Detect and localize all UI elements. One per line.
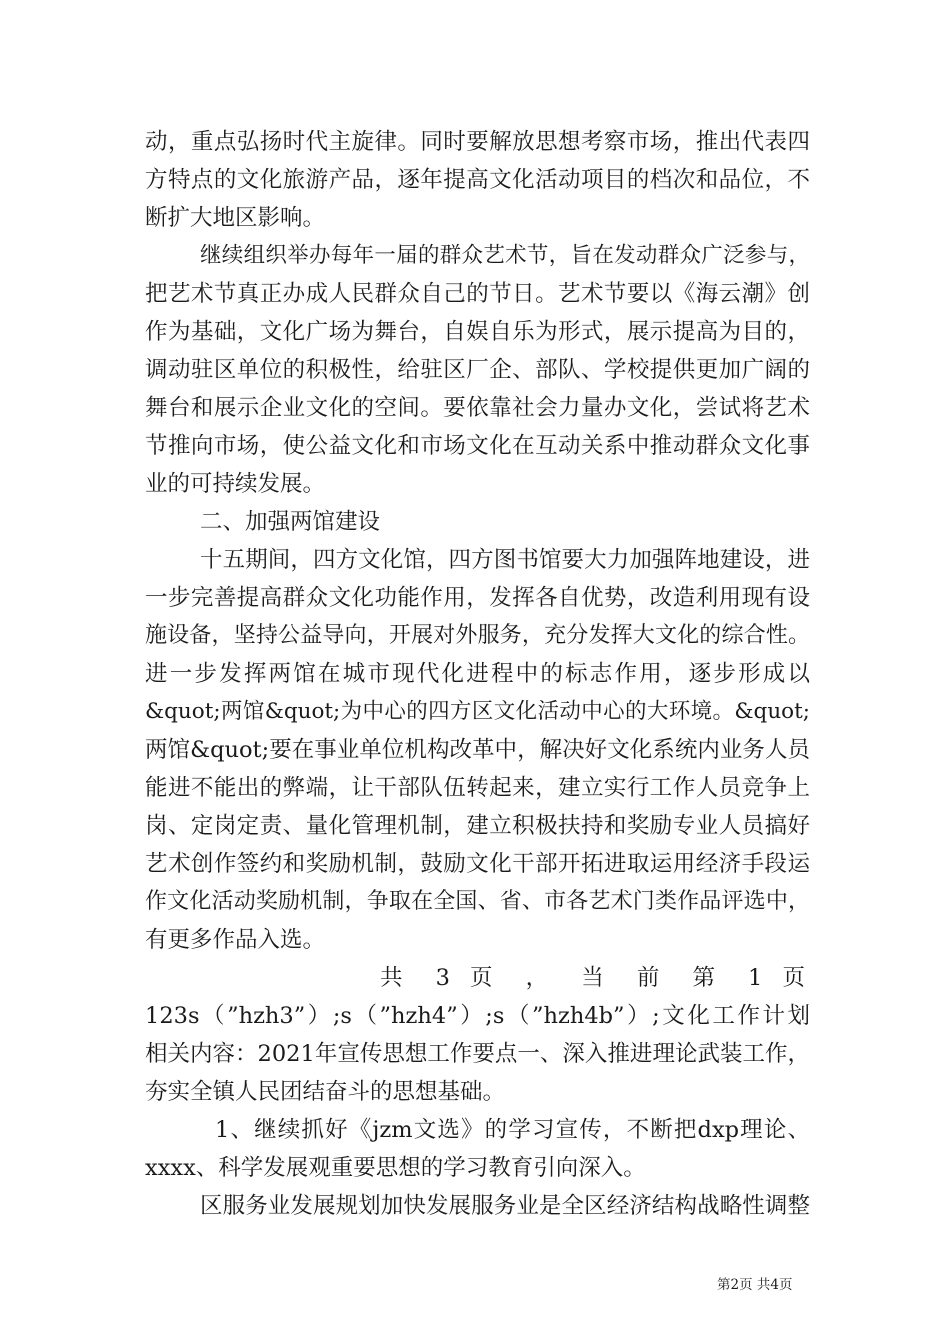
text-line: 施设备，坚持公益导向，开展对外服务，充分发挥大文化的综合性。 bbox=[145, 623, 810, 648]
paragraph-first-line: 十五期间，四方文化馆，四方图书馆要大力加强阵地建设，进 bbox=[200, 547, 810, 573]
text-line: 动，重点弘扬时代主旋律。同时要解放思想考察市场，推出代表四 bbox=[145, 129, 810, 155]
text-line: 作为基础，文化广场为舞台，自娱自乐为形式，展示提高为目的， bbox=[145, 319, 810, 345]
text-line: 能进不能出的弊端，让干部队伍转起来，建立实行工作人员竞争上 bbox=[145, 775, 810, 801]
text-line: &quot;两馆&quot;为中心的四方区文化活动中心的大环境。&quot; bbox=[145, 699, 810, 724]
paragraph-first-line: 区服务业发展规划加快发展服务业是全区经济结构战略性调整 bbox=[200, 1193, 810, 1219]
text-line: 方特点的文化旅游产品，逐年提高文化活动项目的档次和品位，不 bbox=[145, 167, 810, 193]
text-line: 把艺术节真正办成人民群众自己的节日。艺术节要以《海云潮》创 bbox=[145, 281, 810, 307]
text-line: 断扩大地区影响。 bbox=[145, 205, 326, 231]
page-number-footer: 第2页 共4页 bbox=[717, 1277, 793, 1293]
paragraph-first-line: 继续组织举办每年一届的群众艺术节，旨在发动群众广泛参与， bbox=[200, 243, 810, 268]
text-line: 节推向市场，使公益文化和市场文化在互动关系中推动群众文化事 bbox=[145, 433, 810, 459]
text-line: 业的可持续发展。 bbox=[145, 471, 326, 497]
text-line: 一步完善提高群众文化功能作用，发挥各自优势，改造利用现有设 bbox=[145, 585, 810, 611]
text-line: 进一步发挥两馆在城市现代化进程中的标志作用，逐步形成以 bbox=[145, 661, 810, 687]
page-count-line: 共 3 页 ， 当 前 第 1 页 bbox=[380, 965, 805, 991]
text-line: 夯实全镇人民团结奋斗的思想基础。 bbox=[145, 1079, 506, 1105]
text-line: 舞台和展示企业文化的空间。要依靠社会力量办文化，尝试将艺术 bbox=[145, 395, 810, 421]
text-line: 两馆&quot;要在事业单位机构改革中，解决好文化系统内业务人员 bbox=[145, 737, 810, 763]
text-line: 岗、定岗定责、量化管理机制，建立积极扶持和奖励专业人员搞好 bbox=[145, 813, 810, 839]
text-line: 调动驻区单位的积极性，给驻区厂企、部队、学校提供更加广阔的 bbox=[145, 357, 810, 383]
text-line: 123s（”hzh3”）;s（”hzh4”）;s（”hzh4b”）;文化工作计划 bbox=[145, 1003, 810, 1029]
text-line: 相关内容：2021年宣传思想工作要点一、深入推进理论武装工作， bbox=[145, 1041, 810, 1067]
text-line: 有更多作品入选。 bbox=[145, 927, 326, 953]
section-heading: 二、加强两馆建设 bbox=[200, 509, 381, 535]
text-line: 作文化活动奖励机制，争取在全国、省、市各艺术门类作品评选中， bbox=[145, 889, 810, 914]
text-line: 艺术创作签约和奖励机制，鼓励文化干部开拓进取运用经济手段运 bbox=[145, 851, 810, 877]
text-line: xxxx、科学发展观重要思想的学习教育引向深入。 bbox=[145, 1155, 646, 1181]
paragraph-first-line: 1、继续抓好《jzm文选》的学习宣传，不断把dxp理论、 bbox=[215, 1117, 810, 1143]
